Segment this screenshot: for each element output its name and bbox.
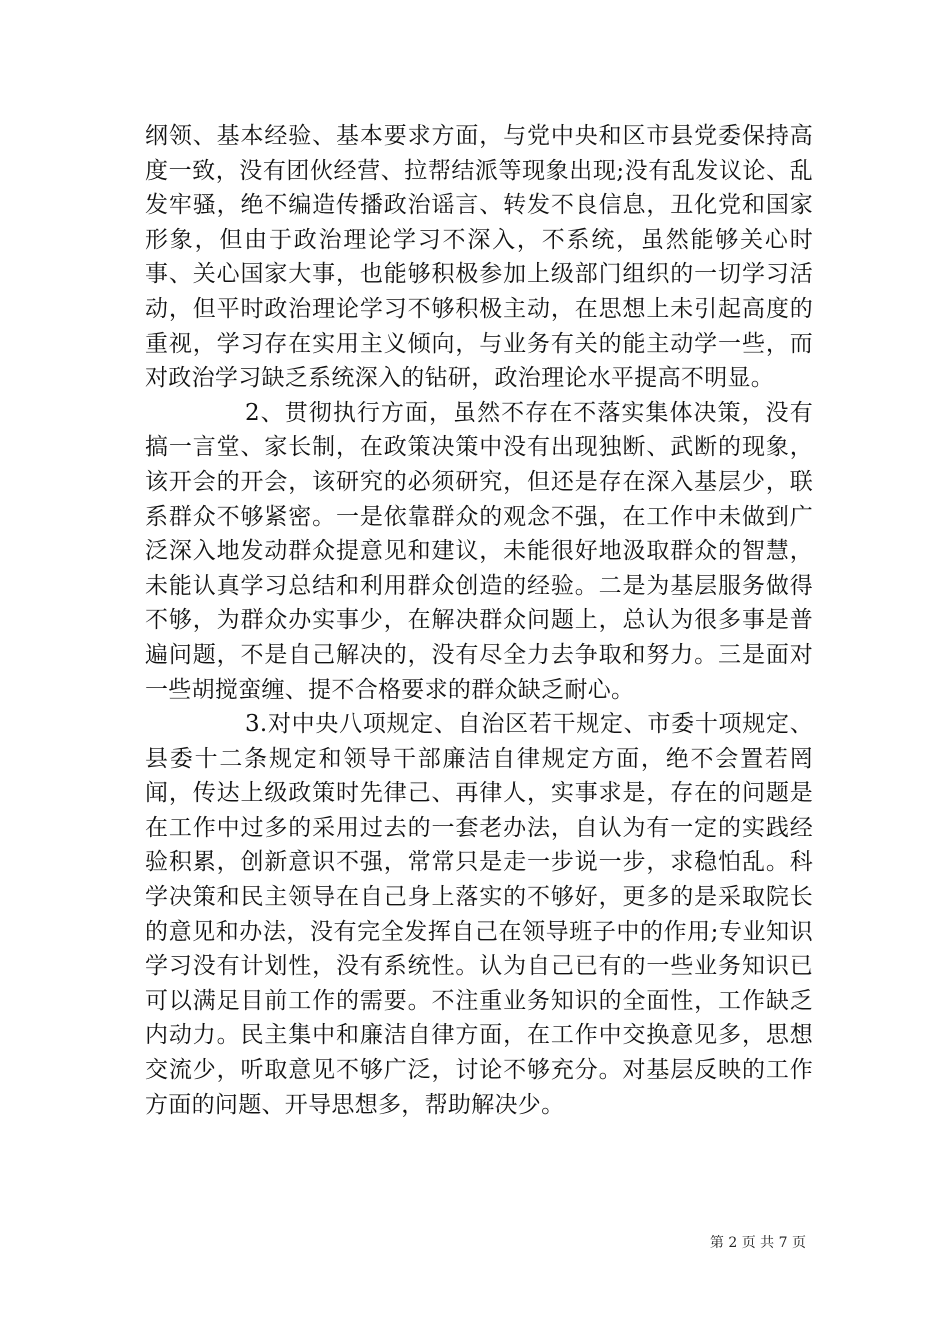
page-number: 第 2 页 共 7 页 [709,1235,806,1251]
paragraph-item-2: 2、贯彻执行方面，虽然不存在不落实集体决策，没有搞一言堂、家长制，在政策决策中没有出现独断、武断的现象，该开会的开会，该研究的必须研究，但还是存在深入基层少，联系群众不够紧密。一是依靠群众的观念不强，在工作中未做到广泛深入地发动群众提意见和建议，未能很好地汲取群众的智慧，未能认真学习总结和利用群众创造的经验。二是为基层服务做得不够，为群众办实事少，在解决群众问题上，总认为很多事是普遍问题，不是自己解决的，没有尽全力去争取和努力。三是面对一些胡搅蛮缠、提不合格要求的群众缺乏耐心。 [145,399,813,703]
paragraph-continuation: 纲领、基本经验、基本要求方面，与党中央和区市县党委保持高度一致，没有团伙经营、拉帮结派等现象出现;没有乱发议论、乱发牢骚，绝不编造传播政治谣言、转发不良信息，丑化党和国家形象，但由于政治理论学习不深入，不系统，虽然能够关心时事、关心国家大事，也能够积极参加上级部门组织的一切学习活动，但平时政治理论学习不够积极主动，在思想上未引起高度的重视，学习存在实用主义倾向，与业务有关的能主动学一些，而对政治学习缺乏系统深入的钻研，政治理论水平提高不明显。 [145,123,813,392]
paragraph-item-3: 3.对中央八项规定、自治区若干规定、市委十项规定、县委十二条规定和领导干部廉洁自律规定方面，绝不会置若罔闻，传达上级政策时先律己、再律人，实事求是，存在的问题是在工作中过多的采用过去的一套老办法，自认为有一定的实践经验积累，创新意识不强，常常只是走一步说一步，求稳怕乱。科学决策和民主领导在自己身上落实的不够好，更多的是采取院长的意见和办法，没有完全发挥自己在领导班子中的作用;专业知识学习没有计划性，没有系统性。认为自己已有的一些业务知识已可以满足目前工作的需要。不注重业务知识的全面性，工作缺乏内动力。民主集中和廉洁自律方面，在工作中交换意见多，思想交流少，听取意见不够广泛，讨论不够充分。对基层反映的工作方面的问题、开导思想多，帮助解决少。 [145,711,813,1118]
document-body [145,119,813,1122]
